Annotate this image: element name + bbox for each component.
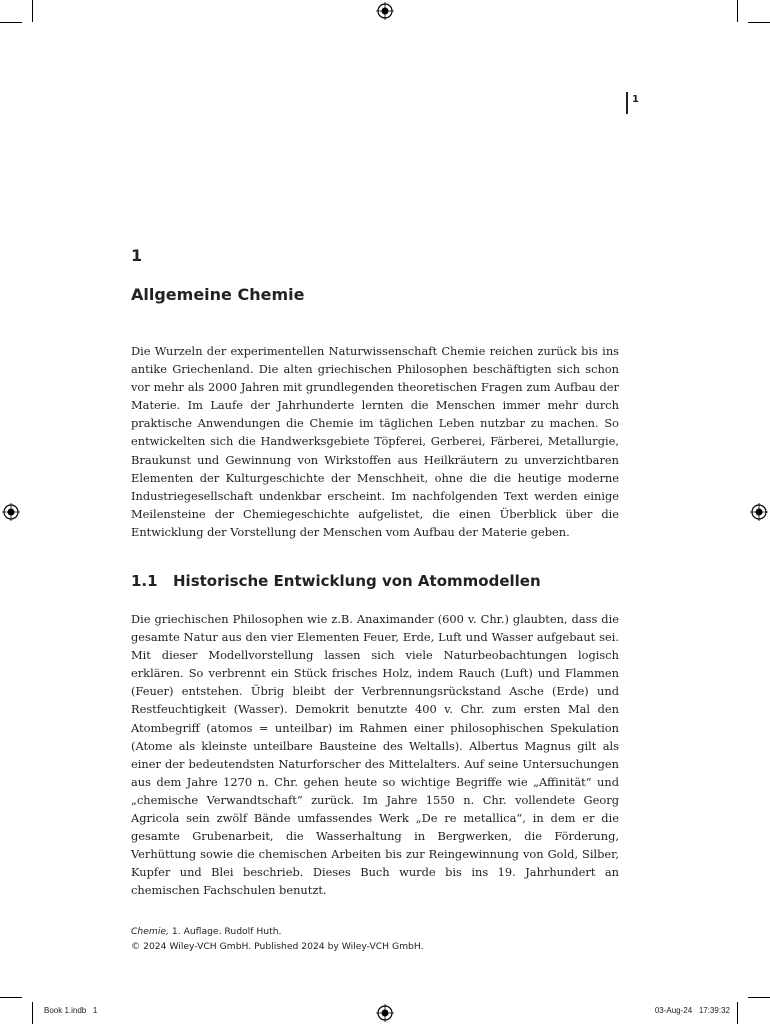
chapter-number: 1 <box>131 246 143 265</box>
page-number-block <box>626 92 639 114</box>
crop-mark <box>748 22 770 23</box>
slug-file: Book 1.indb 1 <box>44 1006 98 1015</box>
section-number: 1.1 <box>131 572 158 590</box>
crop-mark <box>0 22 22 23</box>
section-title: Historische Entwicklung von Atommodellen <box>173 572 541 590</box>
crop-mark <box>737 0 738 22</box>
crop-mark <box>748 997 770 998</box>
crop-mark <box>32 1002 33 1024</box>
section-paragraph: Die griechischen Philosophen wie z.B. Anaximander (600 v. Chr.) glaubten, dass die gesamte Natur aus den vier Elementen Feuer, Erde, Luft und Wasser aufgebaut sei. Mit dieser Modellvorstellung lassen sich viele Naturbeobachtungen logisch erklären. So verbrennt ein Stück frisches Holz, indem Rauch (Luft) und Flammen (Feuer) entstehen. Übrig bleibt der Verbrennungsrückstand Asche (Erde) und Restfeuchtigkeit (Wasser). Demokrit benutzte 400 v. Chr. zum ersten Mal den Atombegriff (atomos = unteilbar) im Rahmen einer philosophischen Spekulation (Atome als kleinste unteilbare Bausteine des Weltalls). Albertus Magnus gilt als einer der bedeutendsten Naturforscher des Mittelalters. Auf seine Untersuchungen aus dem Jahre 1270 n. Chr. gehen heute so wichtige Begriffe wie „Affinität“ und „chemische Verwandtschaft“ zurück. Im Jahre 1550 n. Chr. vollendete Georg Agricola sein zwölf Bände umfassendes Werk „De re metallica“, in dem er die gesamte Grubenarbeit, die Wasserhaltung in Bergwerken, die Förderung, Verhüttung sowie die chemischen Arbeiten bis zur Reingewinnung von Gold, Silber, Kupfer und Blei beschrieb. Dieses Buch wurde bis ins 19. Jahrhundert an chemischen Fachschulen benutzt. <box>131 612 619 898</box>
footnote-edition-author: 1. Auflage. Rudolf Huth. <box>168 926 282 937</box>
footnote-book-title: Chemie, <box>131 926 169 937</box>
page-number: 1 <box>632 94 639 105</box>
page-number-bar <box>626 92 628 114</box>
registration-mark-icon <box>376 1004 394 1022</box>
registration-mark-icon <box>750 503 768 521</box>
chapter-title: Allgemeine Chemie <box>131 285 305 304</box>
crop-mark <box>32 0 33 22</box>
registration-mark-icon <box>2 503 20 521</box>
slug-date-time: 03-Aug-24 17:39:32 <box>654 1006 730 1015</box>
section-heading <box>131 572 541 590</box>
crop-mark <box>737 1002 738 1024</box>
crop-mark <box>0 997 22 998</box>
registration-mark-icon <box>376 2 394 20</box>
intro-paragraph: Die Wurzeln der experimentellen Naturwissenschaft Chemie reichen zurück bis ins antike Griechenland. Die alten griechischen Philosophen beschäftigten sich schon vor mehr als 2000 Jahren mit grundlegenden theoretischen Fragen zum Aufbau der Materie. Im Laufe der Jahrhunderte lernten die Menschen immer mehr durch praktische Anwendungen die Chemie im täglichen Leben nutzbar zu machen. So entwickelten sich die Handwerksgebiete Töpferei, Gerberei, Färberei, Metallurgie, Braukunst und Gewinnung von Wirkstoffen aus Heilkräutern zu unverzichtbaren Elementen der Kulturgeschichte der Menschheit, ohne die die heutige moderne Industriegesellschaft undenkbar erscheint. Im nachfolgenden Text werden einige Meilensteine der Chemiegeschichte aufgelistet, die einen Überblick über die Entwicklung der Vorstellung der Menschen vom Aufbau der Materie geben. <box>131 344 619 539</box>
footnote-copyright: © 2024 Wiley-VCH GmbH. Published 2024 by Wiley-VCH GmbH. <box>131 941 424 952</box>
copyright-footnote <box>131 924 424 954</box>
